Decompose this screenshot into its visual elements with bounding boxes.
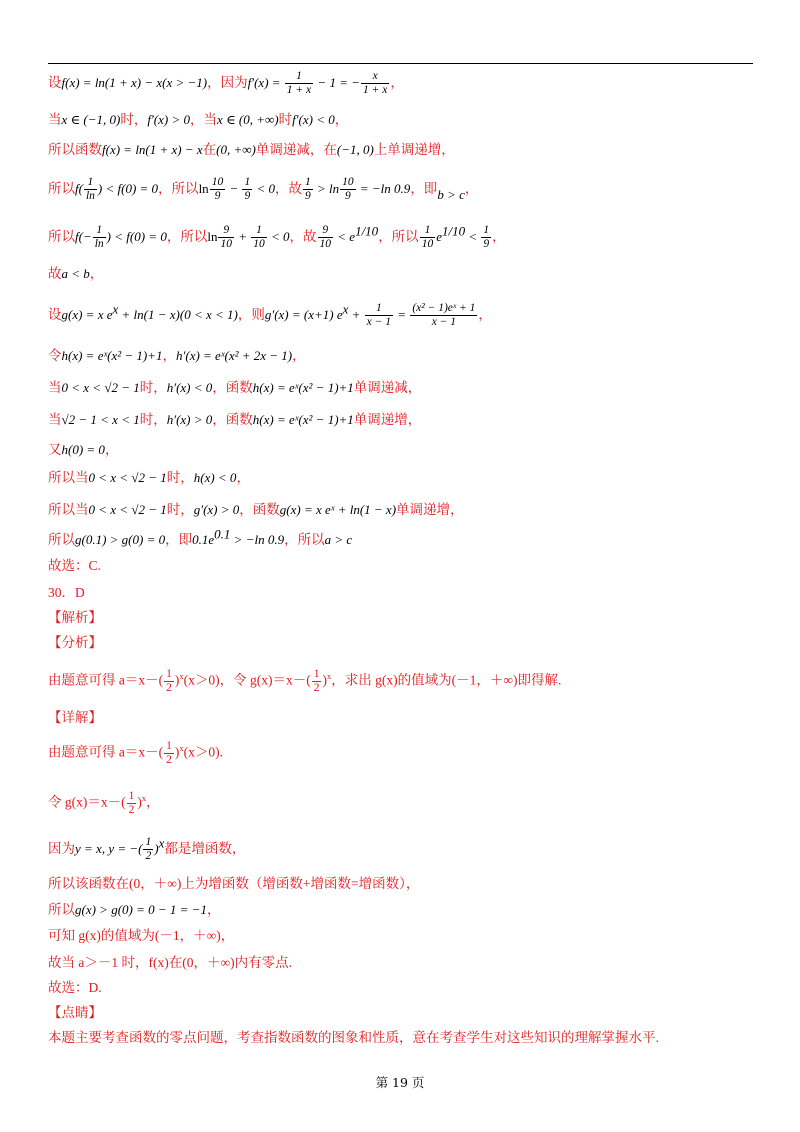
text: 9 [345,190,351,202]
text: 2 [166,682,172,694]
fraction [127,790,137,817]
text: ， [492,229,506,244]
text: ， [162,348,177,363]
line-7 [48,302,492,329]
fraction [481,224,491,251]
text: ，求出 g(x)的值域为(－1，＋∞)即得解. [331,672,562,688]
line-30: 本题主要考查函数的零点问题，考查指数函数的图象和性质，意在考查学生对这些知识的理解掌握水平. [48,1030,659,1045]
text: 1 [84,176,97,190]
text: ，函数 [212,412,253,427]
text: ， [206,902,221,917]
math: g′(x) = (x+1) e [264,307,343,322]
text: 2 [128,804,135,816]
text: 时， [166,470,194,485]
superscript: x [112,301,119,317]
text: ) [174,672,180,688]
fraction [303,176,313,203]
math: = −ln 0.9 [356,181,411,196]
text: (x＞0)，令 g(x)＝x－( [183,672,311,688]
text: 9 [218,224,234,238]
text: ，则 [237,307,265,322]
text: ，即 [165,532,193,547]
superscript: 1/10 [441,223,466,239]
section-detail: 【详解】 [48,710,102,725]
text: ，因为 [207,75,248,90]
text: ，当 [189,112,217,127]
line-14 [48,526,353,550]
math: − 1 = − [314,75,360,90]
text: 在 [202,142,217,157]
text: ，所以 [158,181,199,196]
text: 上单调递增， [373,142,455,157]
fraction [340,176,356,203]
text: ，所以 [378,229,419,244]
math: 0 < x < √2 − 1 [88,470,167,485]
text: 因为 [48,841,75,856]
math: f(− [75,229,92,244]
text: ln [85,190,95,202]
fraction [210,176,226,203]
line-5 [48,224,506,251]
superscript: 0.1 [214,526,231,542]
fraction [420,224,436,251]
math: g(x) = x e [61,307,113,322]
line-26: 可知 g(x)的值域为(－1，＋∞)， [48,928,235,943]
section-fenxi: 【分析】 [48,635,102,650]
text: 1 [166,740,172,752]
math: < e [334,229,356,244]
text: 2 [145,850,152,862]
text: 1 [244,176,251,188]
math: g(0.1) > g(0) = 0 [75,532,166,547]
text: 9 [318,224,334,238]
math: (0, +∞) [216,142,256,157]
section-analysis: 【解析】 [48,610,102,625]
text: ，所以 [284,532,325,547]
text: 由题意可得 a＝x－( [48,672,164,688]
math: y = x, y = −( [75,841,143,856]
text: 令 [48,348,62,363]
math: < 0 [253,181,275,196]
line-22 [48,790,160,817]
answer-d: 故选：D. [48,980,102,995]
header-rule [48,63,753,64]
math: b > c [437,187,465,202]
superscript: x [342,301,349,317]
text: 单调递增， [396,502,464,517]
text: 10 [211,176,224,188]
fraction [164,740,174,767]
text: ， [334,112,349,127]
page-number: 第 19 页 [375,1075,425,1090]
line-4 [48,176,478,203]
text: ， [236,470,250,485]
text: 由题意可得 a＝x－( [48,744,164,760]
text: 时， [139,380,167,395]
math: g(x) > g(0) = 0 − 1 = −1 [75,902,207,917]
math: g′(x) > 0 [193,502,240,517]
text: 所以 [48,902,75,917]
fraction [84,176,97,203]
line-19 [48,668,561,695]
text: 10 [342,176,354,188]
text: ， [89,266,104,281]
text: 当 [48,112,62,127]
line-12 [48,468,250,488]
math: ) [154,841,159,856]
text: 当 [48,412,62,427]
fraction [410,302,477,329]
math: x ∈ (−1, 0) [61,112,121,127]
line-3 [48,140,455,160]
fraction [318,224,334,251]
math: f(x) = ln(1 + x) − x [102,142,203,157]
text: 1 [313,668,320,680]
text: 1 + x [286,84,312,96]
math: ln [198,181,209,196]
math: g(x) = x eˣ + ln(1 − x) [279,502,397,517]
text: ， [478,307,492,322]
text: 单调递增， [353,412,422,427]
math: h′(x) < 0 [166,380,213,395]
text: 1 [285,70,313,84]
fraction [361,70,389,97]
text: 所以函数 [48,142,102,157]
text: ，即 [410,181,438,196]
text: ，函数 [239,502,280,517]
text: x − 1 [366,316,392,328]
text: 1 [166,668,172,680]
line-6 [48,264,103,284]
text: 所以 [48,532,75,547]
line-2 [48,110,348,130]
text: 设 [48,75,62,90]
text: 1 [93,224,106,238]
math: x ∈ (0, +∞) [216,112,279,127]
question-number: 30．D [48,585,85,600]
text: 10 [220,238,232,250]
line-25 [48,900,220,920]
text: 时， [166,502,194,517]
fraction [242,176,252,203]
text: (x＞0). [183,744,223,760]
math: > −ln 0.9 [230,532,285,547]
math: = [394,307,410,322]
math: + [234,229,251,244]
text: ， [390,75,404,90]
math: ) < f(0) = 0 [106,229,167,244]
text: ， [146,794,160,810]
math: 0 < x < √2 − 1 [61,380,140,395]
text: ) [322,672,327,688]
text: x [361,70,389,84]
line-9 [48,378,421,398]
superscript: x [141,793,147,804]
math: − [226,181,242,196]
fraction [93,224,106,251]
line-27: 故当 a＞－1 时，f(x)在(0，＋∞)内有零点. [48,955,292,970]
text: 10 [421,238,434,250]
math: > ln [313,181,340,196]
text: 10 [253,238,265,250]
line-24: 所以该函数在(0，＋∞)上为增函数（增函数+增函数=增函数）， [48,876,420,891]
fraction [285,70,313,97]
text: 9 [305,190,311,202]
text: 9 [214,190,221,202]
text: 设 [48,307,62,322]
text: 故 [48,266,62,281]
text: ，所以 [166,229,208,244]
text: 9 [244,190,251,202]
math: e [436,229,442,244]
line-8 [48,346,306,366]
math: 0 < x < √2 − 1 [88,502,167,517]
text: 所以 [48,181,75,196]
text: 当 [48,380,62,395]
math: a > c [324,532,353,547]
line-23 [48,836,245,863]
math: h′(x) = eˣ(x² + 2x − 1) [176,348,293,363]
text: 所以当 [48,470,89,485]
math: h′(x) > 0 [166,412,213,427]
text: ) [137,794,142,810]
text: 1 [420,224,436,238]
text: 时 [278,112,293,127]
line-21 [48,740,223,767]
text: 时， [120,112,148,127]
line-13 [48,500,464,520]
text: 所以 [48,229,75,244]
text: x − 1 [431,316,457,328]
text: 都是增函数， [164,841,246,856]
math: f( [75,181,83,196]
superscript: x [179,743,184,754]
text: ， [104,442,119,457]
math: + [348,307,364,322]
text: 又 [48,442,62,457]
text: 1 [483,224,490,236]
text: 时， [139,412,167,427]
line-1 [48,70,404,97]
math: f′(x) < 0 [292,112,335,127]
line-10 [48,410,421,430]
text: 2 [313,682,320,694]
text: 所以当 [48,502,89,517]
text: 1 [145,836,152,848]
answer-c: 故选：C. [48,558,101,573]
line-11 [48,440,118,460]
fraction [312,668,322,695]
text: 1 [251,224,267,238]
math: 0.1e [192,532,215,547]
math: f(x) = ln(1 + x) − x(x > −1) [61,75,208,90]
math: f′(x) > 0 [147,112,190,127]
text: 9 [483,238,490,250]
math: √2 − 1 < x < 1 [61,412,140,427]
math: (−1, 0) [336,142,374,157]
fraction [251,224,267,251]
math: h(x) = eˣ(x² − 1)+1 [252,380,354,395]
math: ln [207,229,218,244]
fraction [218,224,234,251]
text: 10 [319,238,332,250]
math: h(x) = eˣ(x² − 1)+1 [252,412,354,427]
fraction [365,302,393,329]
text: 单调递减， [353,380,422,395]
fraction [164,668,174,695]
text: 1 [365,302,393,316]
section-comment: 【点睛】 [48,1005,102,1020]
math: < [465,229,481,244]
text: 令 g(x)＝x－( [48,794,126,810]
text: 1 [305,176,311,188]
math: f′(x) = [247,75,284,90]
math: ) < f(0) = 0 [97,181,159,196]
text: ， [292,348,306,363]
superscript: x [179,671,184,682]
text: 单调递减，在 [255,142,337,157]
math: < 0 [267,229,290,244]
text: ， [464,181,479,196]
text: (x² − 1)eˣ + 1 [412,302,476,314]
text: ，函数 [212,380,253,395]
superscript: x [326,671,332,682]
superscript: x [158,835,165,851]
text: 1 + x [363,84,388,96]
math: h(0) = 0 [61,442,105,457]
math: h(x) < 0 [193,470,237,485]
text: 2 [166,754,172,766]
text: ) [174,744,180,760]
text: 1 [128,790,135,802]
text: ，故 [289,229,317,244]
superscript: 1/10 [355,223,379,239]
text: ，故 [275,181,302,196]
math: + ln(1 − x)(0 < x < 1) [118,307,238,322]
math: a < b [61,266,90,281]
fraction [143,836,153,863]
math: h(x) = eˣ(x² − 1)+1 [61,348,163,363]
text: ln [94,238,104,250]
